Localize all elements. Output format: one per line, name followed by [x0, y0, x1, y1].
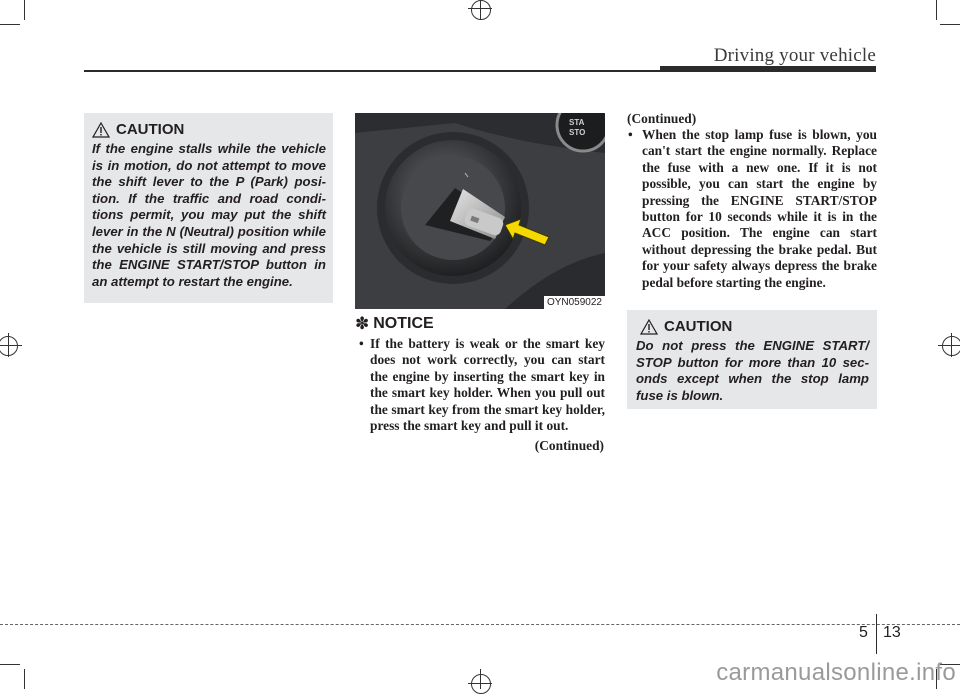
- chapter-number: 5: [859, 624, 868, 641]
- bullet: •: [359, 336, 364, 351]
- key-holder-illustration: [355, 113, 605, 309]
- section-title: Driving your vehicle: [713, 45, 876, 66]
- stop-lamp-fuse-text: When the stop lamp fuse is blown, you can't start the engine normally. Replace the fuse with a new one. If it is not possible, you can start the engine by pressing the ENGINE START/STOP button for 10 seconds while it is in the ACC position. The engine can start without depressing the brake pedal. But for your safety always depress the brake pedal before starting the engine.: [642, 127, 877, 290]
- page-number: 13: [883, 624, 901, 641]
- caution-title: CAUTION: [664, 318, 733, 335]
- caution-header: [636, 318, 869, 335]
- caution-box-start-button: [627, 310, 877, 409]
- notice-item: [355, 336, 605, 434]
- page-number-separator: [876, 614, 877, 654]
- right-continued: (Continued): [627, 111, 697, 126]
- caution-header: [92, 121, 326, 138]
- warning-triangle-icon: [640, 319, 658, 335]
- warning-triangle-icon: [92, 122, 110, 138]
- stop-lamp-fuse-item: [627, 127, 877, 291]
- notice-header: [355, 314, 434, 334]
- bullet: •: [628, 127, 633, 142]
- figure-code: OYN059022: [544, 296, 605, 309]
- caution-box-engine-stall: [84, 113, 333, 303]
- caution-title: CAUTION: [116, 121, 185, 138]
- watermark: carmanualsonline.info: [716, 659, 956, 686]
- start-button-text-1: STA: [569, 118, 585, 127]
- caution-text: Do not press the ENGINE START/ STOP button for more than 10 sec-onds except when the stop lamp fuse is blown.: [636, 338, 869, 403]
- notice-title: NOTICE: [373, 315, 434, 332]
- notice-text: If the battery is weak or the smart key does not work correctly, you can start the engine by inserting the smart key in the smart key holder. When you pull out the smart key from the smart key holder, press the smart key and pull it out.: [370, 336, 605, 434]
- notice-continued: (Continued): [534, 438, 604, 453]
- caution-text: If the engine stalls while the vehicle is in motion, do not attempt to move the shift lever to the P (Park) posi-tion. If the traffic and road condi-tions permit, you may put the shift lever in the N (Neutral) position while the vehicle is still moving and press the ENGINE START/STOP button in an attempt to restart the engine.: [92, 141, 326, 289]
- footer-rule: [0, 624, 960, 625]
- ignition-key-photo: [355, 113, 605, 309]
- start-button-text-2: STO: [569, 128, 586, 137]
- header-rule-accent: [660, 66, 876, 72]
- notice-star-icon: ✽: [355, 314, 370, 334]
- arrow-icon: [503, 217, 551, 247]
